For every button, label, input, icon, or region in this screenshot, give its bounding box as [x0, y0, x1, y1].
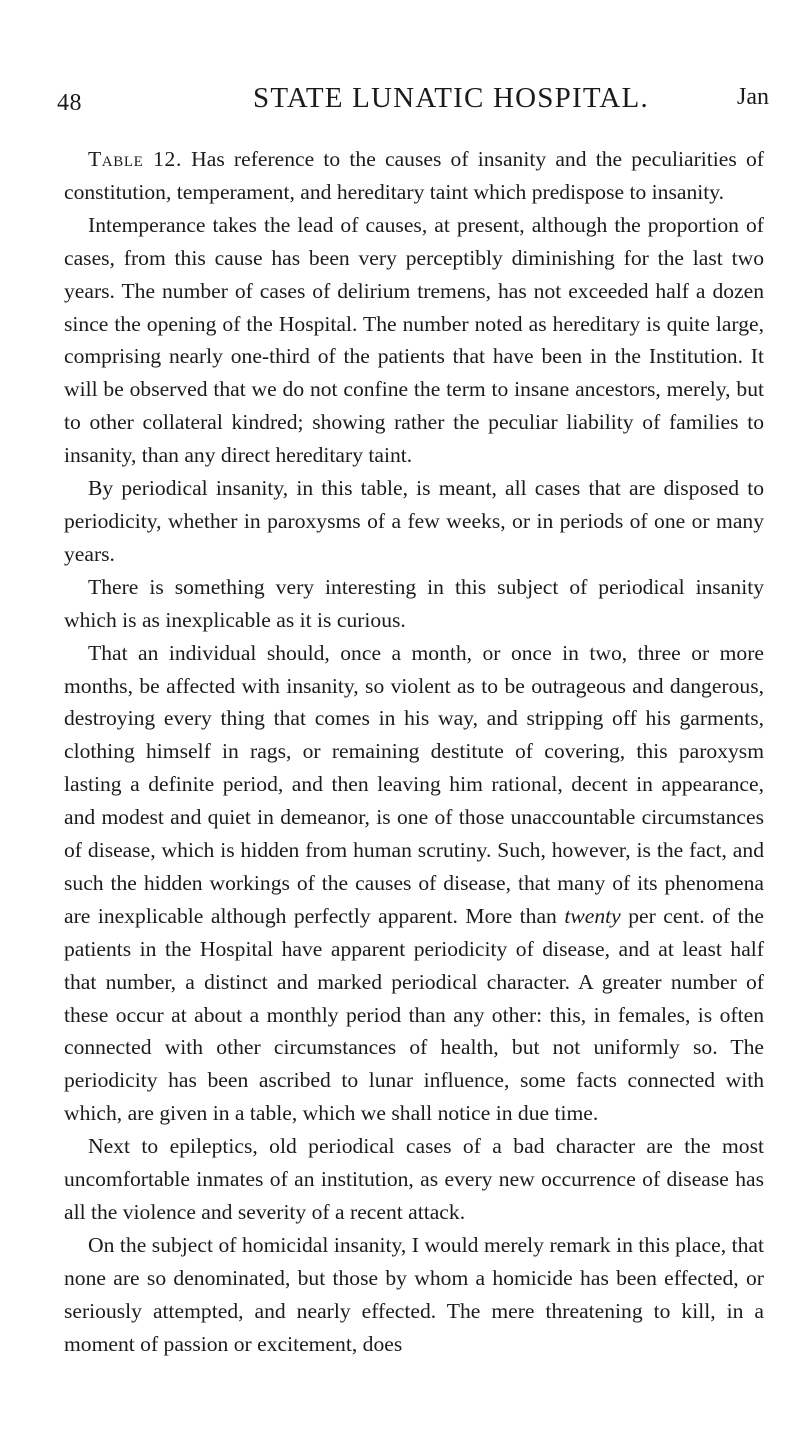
paragraph-periodical-interest: There is something very interesting in this subject of periodical insanity which is as inexplicable as it is curious. — [64, 574, 764, 632]
paragraph-homicidal: On the subject of homicidal insanity, I would merely remark in this place, that none are so denominated, but those by whom a homicide has been effected, or seriously attempted, and nearly effected. The mere threatening to kill, in a moment of passion or excitement, does — [64, 1232, 764, 1356]
running-head-month: Jan — [737, 84, 769, 110]
paragraph-intemperance: Intemperance takes the lead of causes, at present, although the proportion of cases, from this cause has been very perceptibly diminishing for the last two years. The number of cases of delirium tremens, has not exceeded half a dozen since the opening of the Hospital. The number noted as hereditary is quite large, comprising nearly one-third of the patients that have been in the Institution. It will be observed that we do not confine the term to insane ancestors, merely, but to other collateral kindred; showing rather the peculiar liability of families to insanity, than any direct hereditary taint. — [64, 212, 764, 468]
table-reference: Table 12. — [88, 147, 182, 171]
running-head — [57, 82, 769, 130]
paragraph-epileptics: Next to epileptics, old periodical cases of a bad character are the most uncomfortable inmates of an institution, as every new occurrence of disease has all the violence and severity of a recent attack. — [64, 1134, 764, 1224]
paragraph-periodical-definition: By periodical insanity, in this table, is meant, all cases that are disposed to periodicity, whether in paroxysms of a few weeks, or in periods of one or many years. — [64, 476, 764, 566]
emphasized-word: twenty — [564, 903, 621, 928]
running-head-title: STATE LUNATIC HOSPITAL. — [253, 82, 649, 114]
body-text — [64, 143, 764, 1361]
paragraph-text-after: per cent. of the patients in the Hospital have apparent periodicity of disease, and at least half that number, a distinct and marked periodical character. A greater number of these occur at about a monthly period than any other: this, in females, is often connected with other circumstances of health, but not uniformly so. The periodicity has been ascribed to lunar influence, some facts connected with which, are given in a table, which we shall notice in due time. — [64, 903, 764, 1126]
paragraph-table-12 — [64, 143, 764, 209]
page-number: 48 — [57, 90, 82, 116]
paragraph-text-before: That an individual should, once a month, or once in two, three or more months, be affected with insanity, so violent as to be outrageous and dangerous, destroying every thing that comes in his way, and stripping off his garments, clothing himself in rags, or remaining destitute of covering, this paroxysm lasting a definite period, and then leaving him rational, decent in appearance, and modest and quiet in demeanor, is one of those unaccountable circumstances of disease, which is hidden from human scrutiny. Such, however, is the fact, and such the hidden workings of the causes of disease, that many of its phenomena are inexplicable although perfectly apparent. More than — [64, 640, 764, 928]
paragraph-text: Has reference to the causes of insanity and the peculiarities of constitution, temperament, and hereditary taint which predispose to insanity. — [64, 147, 764, 204]
paragraph-periodical-description — [64, 637, 764, 1131]
